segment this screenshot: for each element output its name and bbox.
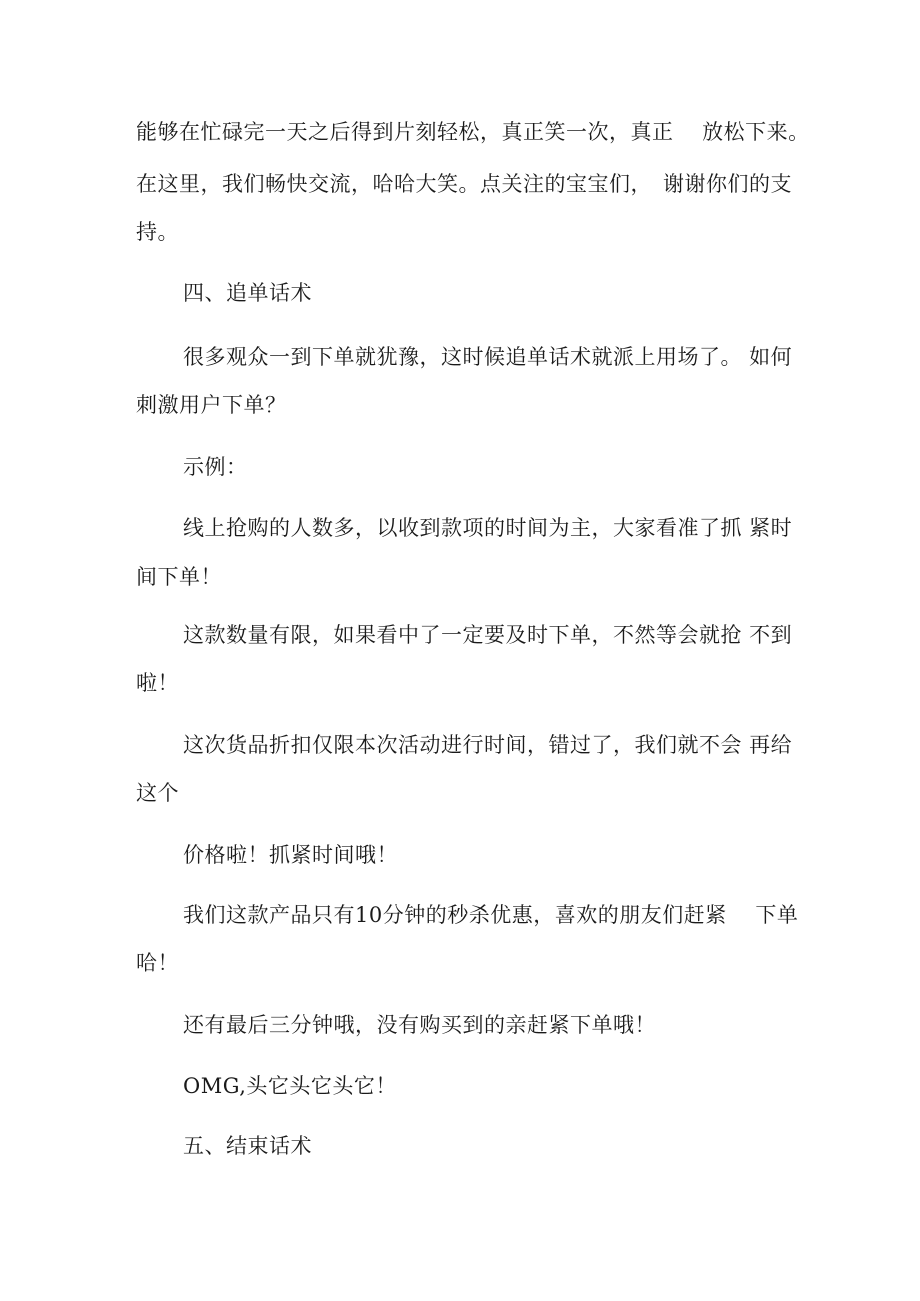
paragraph-line: 哈！ (136, 951, 179, 975)
section-heading: 四、追单话术 (183, 281, 312, 305)
paragraph-line: 持。 (136, 220, 179, 244)
paragraph-line: 刺激用户下单？ (136, 393, 287, 417)
paragraph-line: 很多观众一到下单就犹豫，这时候追单话术就派上用场了。 如何 (183, 345, 793, 369)
paragraph-line: 价格啦！抓紧时间哦！ (183, 843, 398, 867)
paragraph-line: 我们这款产品只有10分钟的秒杀优惠，喜欢的朋友们赶紧 下单 (183, 903, 799, 927)
paragraph-line: 这次货品折扣仅限本次活动进行时间，错过了，我们就不会 再给 (183, 733, 793, 757)
example-label: 示例： (183, 455, 248, 479)
paragraph-line: 能够在忙碌完一天之后得到片刻轻松，真正笑一次，真正 放松下来。 (136, 120, 810, 144)
paragraph-line: 这个 (136, 781, 179, 805)
section-heading: 五、结束话术 (183, 1134, 312, 1158)
paragraph-line: 在这里，我们畅快交流，哈哈大笑。点关注的宝宝们， 谢谢你们的支 (136, 172, 792, 196)
paragraph-line: 线上抢购的人数多，以收到款项的时间为主，大家看准了抓 紧时 (183, 516, 793, 540)
paragraph-line: 还有最后三分钟哦，没有购买到的亲赶紧下单哦！ (183, 1013, 656, 1037)
paragraph-line: OMG,头它头它头它！ (183, 1074, 397, 1098)
paragraph-line: 间下单！ (136, 565, 222, 589)
paragraph-line: 这款数量有限，如果看中了一定要及时下单，不然等会就抢 不到 (183, 623, 793, 647)
paragraph-line: 啦！ (136, 671, 179, 695)
